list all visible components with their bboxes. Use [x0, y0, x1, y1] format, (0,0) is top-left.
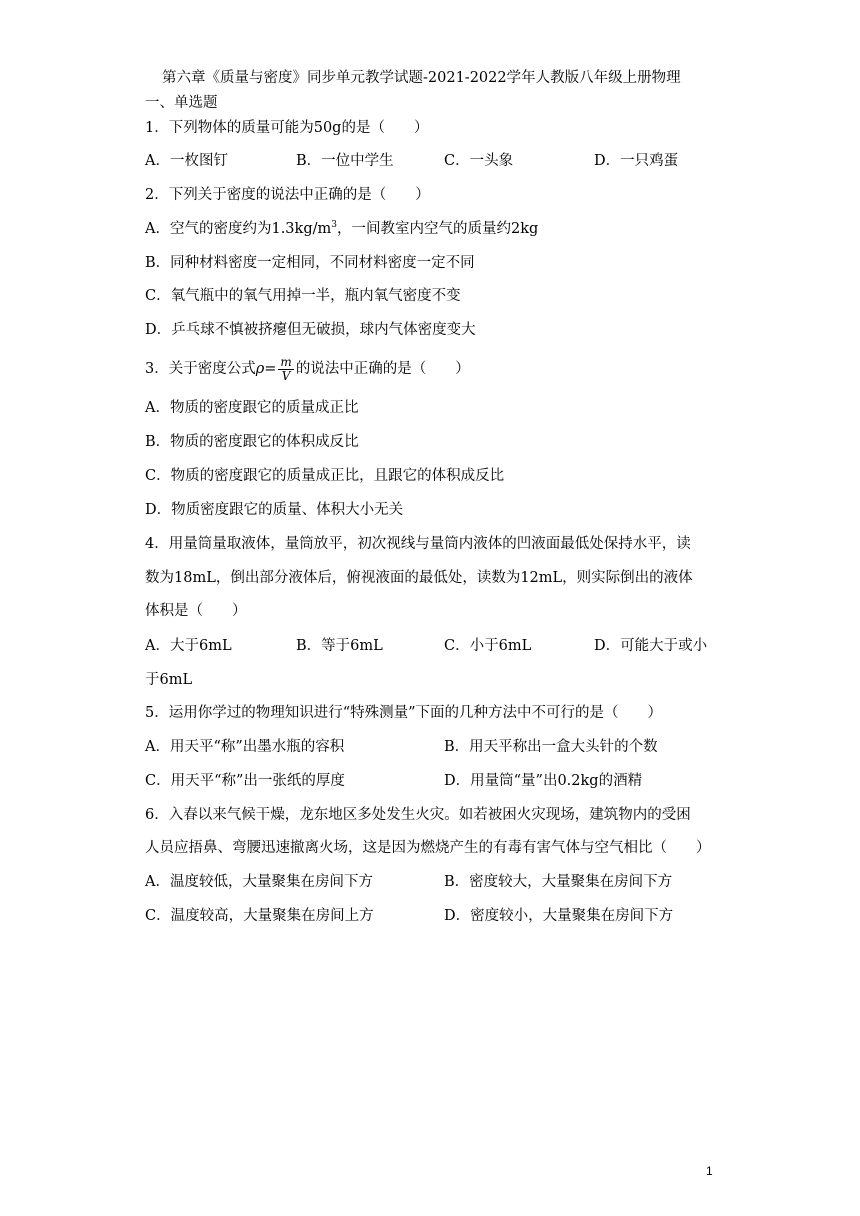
question-5-option-a: A．用天平“称”出墨水瓶的容积: [145, 739, 345, 755]
question-6-option-a: A．温度较低，大量聚集在房间下方: [145, 874, 373, 890]
question-3-stem-post: 的说法中正确的是（ ）: [295, 361, 470, 377]
question-5-option-c: C．用天平“称”出一张纸的厚度: [145, 773, 345, 789]
question-6-option-c: C．温度较高，大量聚集在房间上方: [145, 908, 374, 924]
question-4-option-a: A．大于6mL: [145, 638, 232, 654]
question-6-option-d: D．密度较小，大量聚集在房间下方: [444, 908, 674, 924]
question-2-option-d: D．乒乓球不慎被挤瘪但无破损，球内气体密度变大: [145, 322, 476, 338]
question-1-option-a: A．一枚图钉: [145, 153, 228, 169]
question-3-stem: [145, 354, 470, 384]
question-4-option-c: C．小于6mL: [444, 638, 532, 654]
question-1-option-b: B．一位中学生: [296, 153, 394, 169]
question-1-stem: 1．下列物体的质量可能为50g的是（ ）: [145, 120, 429, 136]
question-4-stem-line-1: 4．用量筒量取液体，量筒放平，初次视线与量筒内液体的凹液面最低处保持水平，读: [145, 536, 691, 552]
fraction-numerator: m: [280, 354, 292, 369]
page-number: 1: [706, 1164, 713, 1178]
question-3-stem-pre: 3．关于密度公式: [145, 361, 256, 377]
question-2-option-a: [145, 219, 538, 239]
question-4-stem-line-3: 体积是（ ）: [145, 603, 247, 619]
question-1-option-c: C．一头象: [444, 153, 514, 169]
question-4-option-d-wrap: 于6mL: [145, 672, 193, 688]
question-5-stem: 5．运用你学过的物理知识进行“特殊测量”下面的几种方法中不可行的是（ ）: [145, 705, 663, 721]
question-2-option-a-tail: ，一间教室内空气的质量约2kg: [336, 221, 539, 237]
question-3-option-a: A．物质的密度跟它的质量成正比: [145, 400, 359, 416]
question-3-option-c: C．物质的密度跟它的质量成正比，且跟它的体积成反比: [145, 468, 505, 484]
fraction-denominator: V: [281, 368, 291, 383]
density-fraction: [278, 356, 293, 383]
question-2-option-a-text: A．空气的密度约为1.3kg/m: [145, 221, 332, 237]
density-symbol: ρ: [255, 361, 265, 377]
document-title: 第六章《质量与密度》同步单元教学试题-2021-2022学年人教版八年级上册物理: [162, 70, 681, 86]
question-6-stem-line-1: 6．入春以来气候干燥，龙东地区多处发生火灾。如若被困火灾现场，建筑物内的受困: [145, 807, 691, 823]
question-2-stem: 2．下列关于密度的说法中正确的是（ ）: [145, 187, 430, 203]
question-3-option-d: D．物质密度跟它的质量、体积大小无关: [145, 502, 404, 518]
question-2-option-b: B．同种材料密度一定相同，不同材料密度一定不同: [145, 255, 475, 271]
equals-sign: =: [264, 361, 277, 377]
question-3-option-b: B．物质的密度跟它的体积成反比: [145, 434, 359, 450]
question-1-option-d: D．一只鸡蛋: [594, 153, 679, 169]
question-5-option-b: B．用天平称出一盒大头针的个数: [444, 739, 658, 755]
question-6-stem-line-2: 人员应捂鼻、弯腰迅速撤离火场，这是因为燃烧产生的有毒有害气体与空气相比（ ）: [145, 840, 711, 856]
question-4-option-d: D．可能大于或小: [594, 638, 708, 654]
question-4-stem-line-2: 数为18mL，倒出部分液体后，俯视液面的最低处，读数为12mL，则实际倒出的液体: [145, 570, 693, 586]
question-2-option-c: C．氧气瓶中的氧气用掉一半，瓶内氧气密度不变: [145, 288, 461, 304]
section-heading: 一、单选题: [145, 95, 218, 111]
question-4-option-b: B．等于6mL: [296, 638, 383, 654]
question-6-option-b: B．密度较大，大量聚集在房间下方: [444, 874, 673, 890]
question-5-option-d: D．用量筒“量”出0.2kg的酒精: [444, 773, 643, 789]
superscript: 3: [331, 220, 337, 231]
